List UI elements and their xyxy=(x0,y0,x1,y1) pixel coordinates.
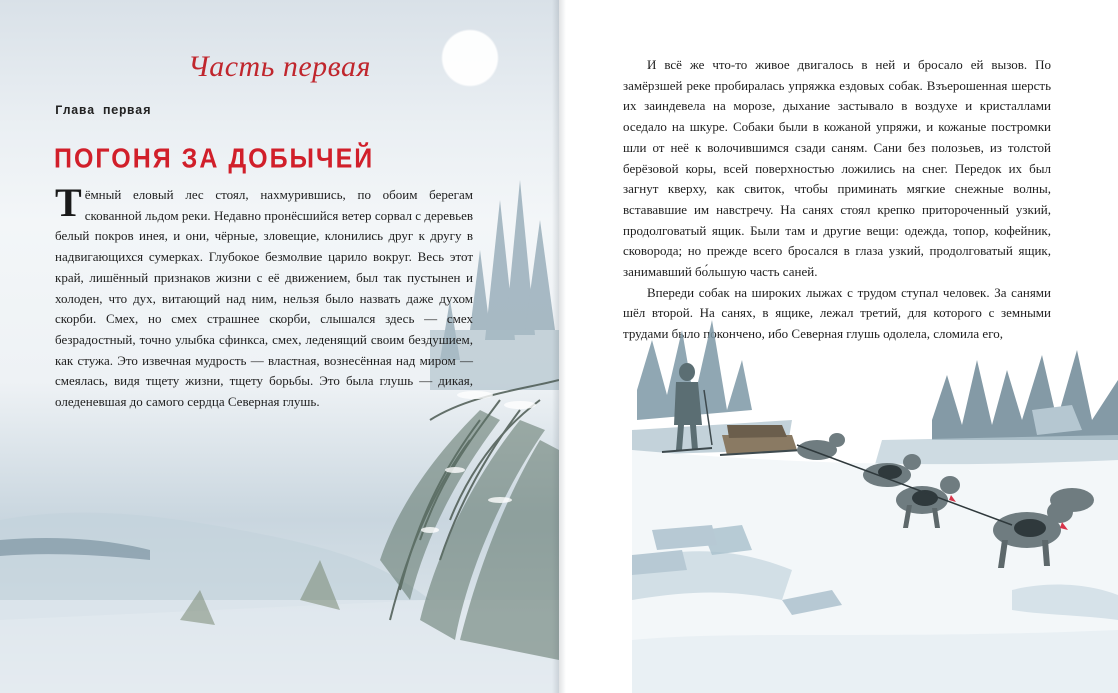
paragraph: Впереди собак на широких лыжах с трудом ступал человек. За санями шёл второй. На санях, в ящике, лежал третий, для которого с земными трудами было покончено, ибо Северная глушь одолела, сломила его, xyxy=(623,284,1051,342)
paragraph: И всё же что-то живое двигалось в ней и бросало ей вызов. По замёрзшей реке пробиралась упряжка ездовых собак. Взъерошенная шерсть их заиндевела на морозе, дыхание застывало в воздухе и кристаллами оседало на шкуре. Собаки были в кожаной упряжи, и кожаные постромки шли от неё к волочившимся сзади саням. Сани без полозьев, из толстой берёзовой коры, всей поверхностью ложились на снег. Передок их был загнут кверху, как свиток, чтобы приминать мягкие снежные волны, встававшие им навстречу. На санях стоял крепко притороченный узкий, продолговатый ящик. Были там и другие вещи: одежда, топор, кофейник, сковорода; но прежде всего бросался в глаза узкий, продолговатый ящик, занимавший бо́льшую часть саней. xyxy=(623,57,1051,280)
opening-paragraph xyxy=(55,180,473,413)
opening-paragraph-text: ёмный еловый лес стоял, нахмурившись, по обоим берегам скованной льдом реки. Недавно пронёсшийся ветер сорвал с деревьев белый покров инея, и они, чёрные, зловещие, клонились друг к другу в надвигающихся сумерках. Глубокое безмолвие царило вокруг. Весь этот край, лишённый признаков жизни с её движением, был так пустынен и холоден, что дух, витающий над ним, нельзя было назвать даже духом скорби. Смех, но смех страшнее скорби, слышался здесь — смех безрадостный, точно улыбка сфинкса, смех, леденящий своим бездушием, как стужа. Это извечная мудрость — властная, вознесённая над миром — смеялась, видя тщету жизни, тщету борьбы. Это была глушь — дикая, оледеневшая до самого сердца Северная глушь. xyxy=(55,187,473,410)
chapter-label: Глава первая xyxy=(55,104,152,118)
dog-sled-illustration xyxy=(632,300,1118,693)
part-title: Часть первая xyxy=(188,50,371,83)
book-gutter xyxy=(552,0,566,693)
drop-cap: Т xyxy=(55,180,82,225)
chapter-title: ПОГОНЯ ЗА ДОБЫЧЕЙ xyxy=(54,143,375,175)
